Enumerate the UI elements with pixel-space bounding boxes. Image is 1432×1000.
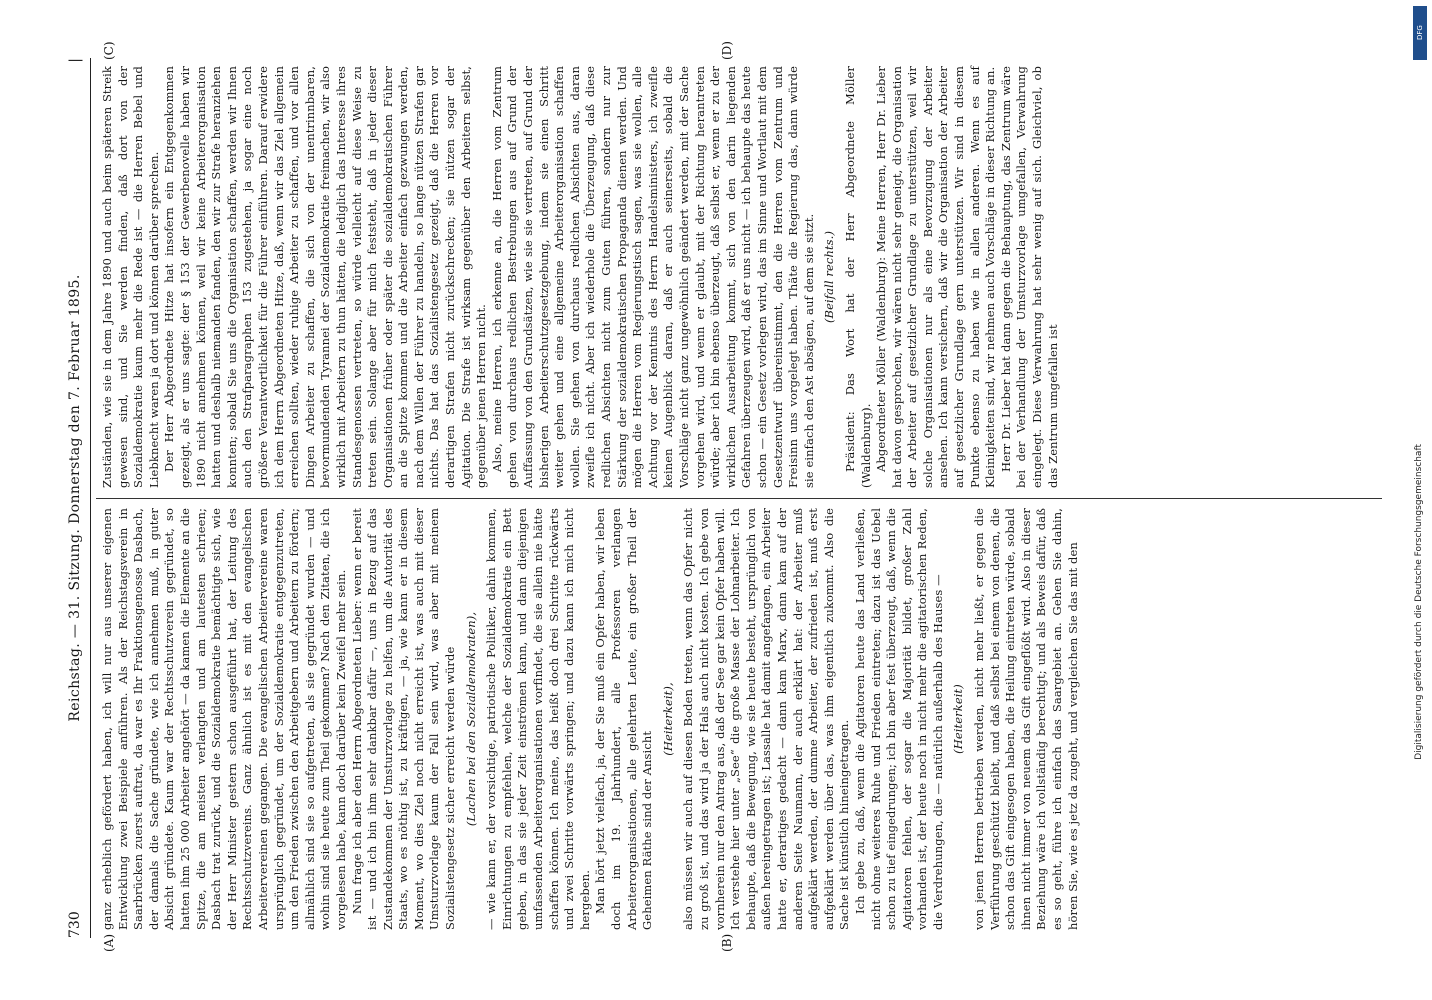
paragraph: Man hört jetzt vielfach, ja, der Sie muß ein Opfer haben, wir leben doch im 19. Jahrhundert, alle Professoren verlangen Arbeiterorganisationen, alle gelehrten Leute, ein großer Theil der Geheimen Räthe sind der Ansicht: [593, 508, 655, 930]
right-column: [100, 66, 1061, 488]
paragraph: also müssen wir auch auf diesen Boden treten, wenn das Opfer nicht zu groß ist, und das wird ja der Hals auch nicht kosten. Ich gebe von vornherein nur den Antrag aus, daß der See gar kein Opfer haben will. Ich verstehe hier unter „See“ die große Masse der Lohnarbeiter. Ich behaupte, daß die Bewegung, wie sie heute besteht, ursprünglich von außen hereingetragen ist; Lassalle hat damit angefangen, ein Arbeiter hatte er, derartiges gedacht — dann kam Marx, dann kam auf der anderen Seite Naumann, der auch erklärt hat: der Arbeiter muß aufgeklärt werden, der dumme Arbeiter, der zufrieden ist, muß erst aufgeklärt werden über das, was ihm eigentlich zukommt. Also die Sache ist künstlich hineingetragen.: [681, 508, 852, 930]
margin-letter-a: (A): [102, 933, 116, 952]
interjection: (Lachen bei den Sozialdemokraten),: [463, 611, 478, 827]
paragraph: Zuständen, wie sie in dem Jahre 1890 und auch beim späteren Streik gewesen sind, und Sie werden finden, daß dort von der Sozialdemokratie kaum mehr die Rede ist — die Herren Bebel und Liebknecht waren ja dort und können darüber sprechen.: [100, 66, 161, 488]
paragraph: von jenen Herren betrieben werden, nicht mehr ließt, er gegen die Verführung geschützt bleibt, und daß selbst bei einem von denen, die schon das Gift eingesogen haben, die Heilung eintreten würde, sobald ihnen nicht immer von neuem das Gift eingeflößt wird. Also in dieser Beziehung wäre ich vollständig berechtigt; und als Beweis dafür, daß es so geht, führe ich einfach das Saargebiet an. Gehen Sie dahin, hören Sie, wie es jetz da zugeht, und vergleichen Sie das mit den: [972, 508, 1080, 930]
paragraph: ganz erheblich gefördert haben, ich will nur aus unserer eigenen Entwicklung zwei Beispiele anführen. Als der Reichstagsverein in Saarbrücken zuerst auftrat, da war es Ihr Fraktionsgenosse Dasbach, der damals die Sache gründete, wie ich annehmen muß, in guter Absicht gründete. Kaum war der Rechtsschutzverein gegründet, so hatten ihm 25 000 Arbeiter angehört — da kamen die Elemente an die Spitze, die am meisten verlangten und am lautesten schrieen; Dasbach trat zurück, und die Sozialdemokratie bemächtigte sich, wie der Herr Minister gestern schon ausgeführt hat, der Leitung des Rechtsschutzvereins. Ganz ähnlich ist es mit den evangelischen Arbeitervereinen gegangen. Die evangelischen Arbeitervereine waren ursprünglich gegründet, um der Sozialdemokratie entgegenzutreten, um den Frieden zwischen den Arbeitgebern und Arbeitern zu fördern; allmählich sind sie so aufgetreten, als sie gegründet wurden — und wohin sind sie heute zum Theil gekommen? Nach den Zitaten, die ich vorgelesen habe, kann doch darüber kein Zweifel mehr sein.: [100, 508, 348, 930]
column-divider: [96, 498, 1382, 499]
margin-letter-b: (B): [720, 933, 734, 952]
corner-mark: |: [67, 58, 83, 63]
interjection: (Heiterkeit): [951, 684, 966, 754]
running-header: [64, 58, 86, 938]
interjection: (Beifall rechts.): [822, 230, 837, 324]
page-number: 730: [67, 911, 83, 938]
dfg-logo: DFG: [1413, 6, 1427, 60]
running-title: Reichstag. — 31. Sitzung. Donnerstag den 7. Februar 1895.: [67, 274, 83, 722]
paragraph: Also, meine Herren, ich erkenne an, die Herren vom Zentrum gehen von durchaus redlichen Bestrebungen aus auf Grund der Auffassung von den Grundsätzen, wie sie sie vertreten, auf Grund der bisherigen Arbeiterschutzgesetzgebung, indem sie einen Schritt weiter gehen und eine allgemeine Arbeiterorganisation schaffen wollen. Sie gehen von durchaus redlichen Absichten aus, daran zweifle ich nicht. Aber ich wiederhole die Überzeugung, daß diese redlichen Absichten nicht zum Guten führen, sondern nur zur Stärkung der sozialdemokratischen Propaganda dienen werden. Und mögen die Herren vom Regierungstisch sagen, was sie wollen, alle Achtung vor der Kenntnis des Herrn Handelsministers, ich zweifle keinen Augenblick daran, daß er auch seinerseits, sobald die Vorschläge nicht ganz ungewöhnlich geändert werden, mit der Sache vorgehen wird, und wenn er glaubt, mit der Richtung herantreten würde; aber ich bin ebenso überzeugt, daß selbst er, wenn er zu der wirklichen Ausarbeitung kommt, sich von den darin liegenden Gefahren überzeugen wird, daß er uns nicht — ich behaupte das heute schon — ein Gesetz vorlegen wird, das im Sinne und Wortlaut mit dem Gesetzentwurf übereinstimmt, den die Herren vom Zentrum und Freisinn uns vorgelegt haben. Thäte die Regierung das, dann würde sie einfach den Ast absägen, auf dem sie sitzt.: [489, 66, 816, 488]
paragraph: Herr Dr. Lieber hat dann gegen die Behauptung, das Zentrum wäre bei der Verhandlung der Umsturzvorlage umgefallen, Verwahrung eingelegt. Diese Verwahrung hat sehr wenig auf sich. Gleichviel, ob das Zentrum umgefallen ist: [998, 66, 1060, 488]
paragraph: Nun frage ich aber den Herrn Abgeordneten Lieber: wenn er bereit ist — und ich bin ihm sehr dankbar dafür —, uns in Bezug auf das Zustandekommen der Umsturzvorlage zu helfen, um die Autorität des Staats, wo es nöthig ist, zu kräftigen, — ja, wie kann er in diesem Moment, wo dies Ziel noch nicht erreicht ist, was auch mit dieser Umsturzvorlage kaum der Fall sein wird, was aber mit meinem Sozialistengesetz sicher erreicht werden würde: [349, 508, 458, 930]
interjection: (Heiterkeit),: [660, 682, 675, 756]
header-rule: [90, 58, 91, 938]
margin-letter-c: (C): [102, 41, 116, 60]
paragraph: — wie kann er, der vorsichtige, patriotische Politiker, dahin kommen, Einrichtungen zu empfehlen, welche der Sozialdemokratie ein Bett geben, in das sie jeder Zeit einströmen kann, und dann diejenigen umfassenden Arbeiterorganisationen vorfindet, die sie allein nie hätte schaffen können. Ich meine, das heißt doch drei Schritte rückwärts und zwei Schritte vorwärts springen; und dazu kann ich mich nicht hergeben.: [484, 508, 592, 930]
paragraph: Ich gebe zu, daß, wenn die Agitatoren heute das Land verließen, nicht ohne weiteres Ruhe und Frieden eintreten; dazu ist das Uebel schon zu tief eingedrungen; ich bin aber fest überzeugt, daß, wenn die Agitatoren fehlen, der sogar die Majorität bildet, großer Zahl vorhanden ist, der heute noch in nicht mehr die agitatorischen Reden, die Verdrehungen, die — natürlich außerhalb des Hauses —: [852, 508, 945, 930]
digitization-credit: [1410, 0, 1432, 1000]
credit-text: Digitalisierung gefördert durch die Deutsche Forschungsgemeinschaft: [1414, 444, 1424, 760]
speaker-paragraph: Präsident: Das Wort hat der Herr Abgeordnete Möller (Waldenburg).: [842, 66, 873, 488]
left-column: [100, 508, 1081, 930]
margin-letter-d: (D): [720, 41, 734, 60]
paragraph: Der Herr Abgeordnete Hitze hat insofern ein Entgegenkommen gezeigt, als er uns sagte: der § 153 der Gewerbenovelle haben wir 1890 nicht annehmen können, weil wir keine Arbeiterorganisation hatten und deshalb niemanden fanden, den wir zur Strafe heranziehen konnten; sobald Sie uns die Organisation schaffen, werden wir Ihnen auch den Strafparagraphen 153 zugestehen, ja sogar eine noch größere Verantwortlichkeit für die Führer einführen. Darauf erwidere ich dem Herrn Abgeordneten Hitze, daß, wenn wir das Ziel allgemein erreichen sollten, wieder ruhige Arbeiter zu schaffen, und vor allen Dingen Arbeiter zu schaffen, die sich von der unentrinnbaren, bevormundenden Tyrannei der Sozialdemokratie freimachen, wir also wirklich mit Arbeitern zu thun hätten, die lediglich das Interesse ihres Standesgenossen vertreten, so würde vielleicht auf diese Weise zu treten sein. Solange aber für mich feststeht, daß in jeder dieser Organisationen früher oder später die sozialdemokratischen Führer an die Spitze kommen und die Arbeiter einfach gezwungen werden, nach dem Willen der Führer zu handeln, so lange nützen Strafen gar nichts. Das hat das Sozialistengesetz gezeigt, daß die Herren vor derartigen Strafen nicht zurückschrecken; sie nützen sogar der Agitation. Die Strafe ist wirksam gegenüber den Arbeitern selbst, gegenüber jenen Herren nicht.: [162, 66, 489, 488]
speaker-paragraph: Abgeordneter Möller (Waldenburg): Meine Herren, Herr Dr. Lieber hat davon gesprochen, wir wären nicht sehr geneigt, die Organisation der Arbeiter auf gesetzlicher Grundlage zu unterstützen, weil wir solche Organisationen nur als eine Bevorzugung der Arbeiter ansehen. Ich kann versichern, daß wir die Organisation der Arbeiter auf gesetzlicher Grundlage gern unterstützen. Wir sind in diesem Punkte ebenso zu haben wie in allen anderen. Wenn es auf Kleinigkeiten sind, wir nehmen auch Vorschläge in dieser Richtung an.: [874, 66, 998, 488]
